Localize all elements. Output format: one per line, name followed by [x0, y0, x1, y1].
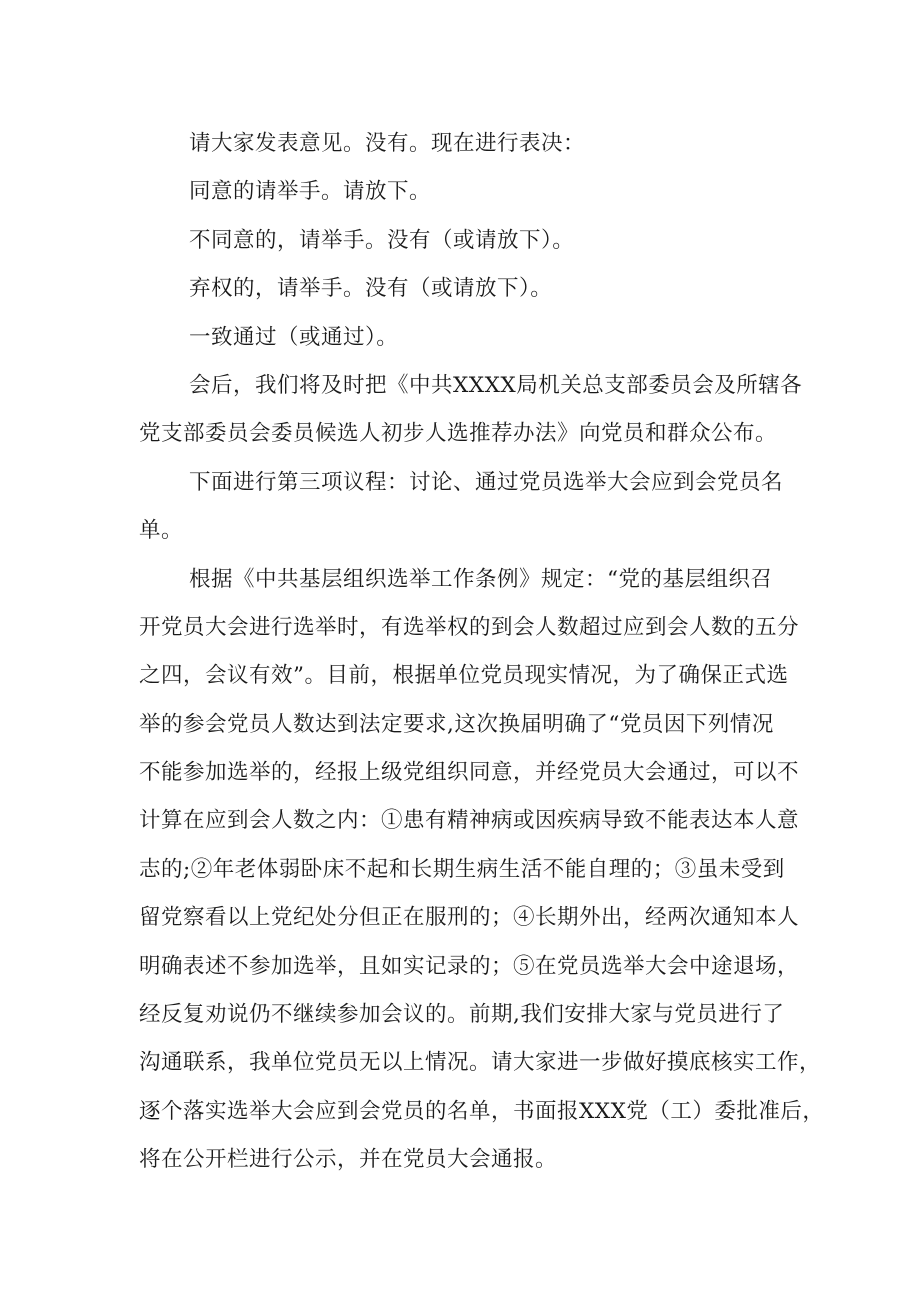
text-line: 之四，会议有效”。目前，根据单位党员现实情况，为了确保正式选 [139, 663, 789, 689]
text-line: 弃权的，请举手。没有（或请放下）。 [189, 276, 553, 302]
text-line: 不同意的，请举手。没有（或请放下）。 [189, 227, 575, 253]
text-line: 逐个落实选举大会应到会党员的名单，书面报XXX党（工）委批准后， [139, 1098, 825, 1124]
text-line: 根据《中共基层组织选举工作条例》规定：“党的基层组织召 [189, 566, 773, 592]
text-line: 明确表述不参加选举，且如实记录的；⑤在党员选举大会中途退场， [139, 953, 800, 979]
text-line: 将在公开栏进行公示，并在党员大会通报。 [139, 1147, 558, 1173]
text-line: 经反复劝说仍不继续参加会议的。前期,我们安排大家与党员进行了 [139, 1002, 785, 1028]
text-line: 不能参加选举的，经报上级党组织同意，并经党员大会通过，可以不 [139, 760, 800, 786]
text-line: 沟通联系，我单位党员无以上情况。请大家进一步做好摸底核实工作， [139, 1050, 822, 1076]
text-line: 会后，我们将及时把《中共XXXX局机关总支部委员会及所辖各 [189, 372, 803, 398]
text-line: 单。 [139, 518, 184, 544]
text-line: 一致通过（或通过）。 [189, 324, 399, 350]
document-body [139, 120, 825, 1185]
text-line: 志的;②年老体弱卧床不起和长期生病生活不能自理的；③虽未受到 [139, 856, 785, 882]
text-line: 党支部委员会委员候选人初步人选推荐办法》向党员和群众公布。 [139, 421, 778, 447]
text-line: 请大家发表意见。没有。现在进行表决： [189, 131, 586, 156]
text-line: 开党员大会进行选举时，有选举权的到会人数超过应到会人数的五分 [139, 614, 800, 640]
text-line: 计算在应到会人数之内：①患有精神病或因疾病导致不能表达本人意 [139, 808, 800, 834]
text-line: 举的参会党员人数达到法定要求,这次换届明确了“党员因下列情况 [139, 711, 774, 737]
text-line: 同意的请举手。请放下。 [189, 179, 432, 205]
text-line: 下面进行第三项议程：讨论、通过党员选举大会应到会党员名 [189, 469, 784, 495]
text-line: 留党察看以上党纪处分但正在服刑的；④长期外出，经两次通知本人 [139, 905, 800, 931]
